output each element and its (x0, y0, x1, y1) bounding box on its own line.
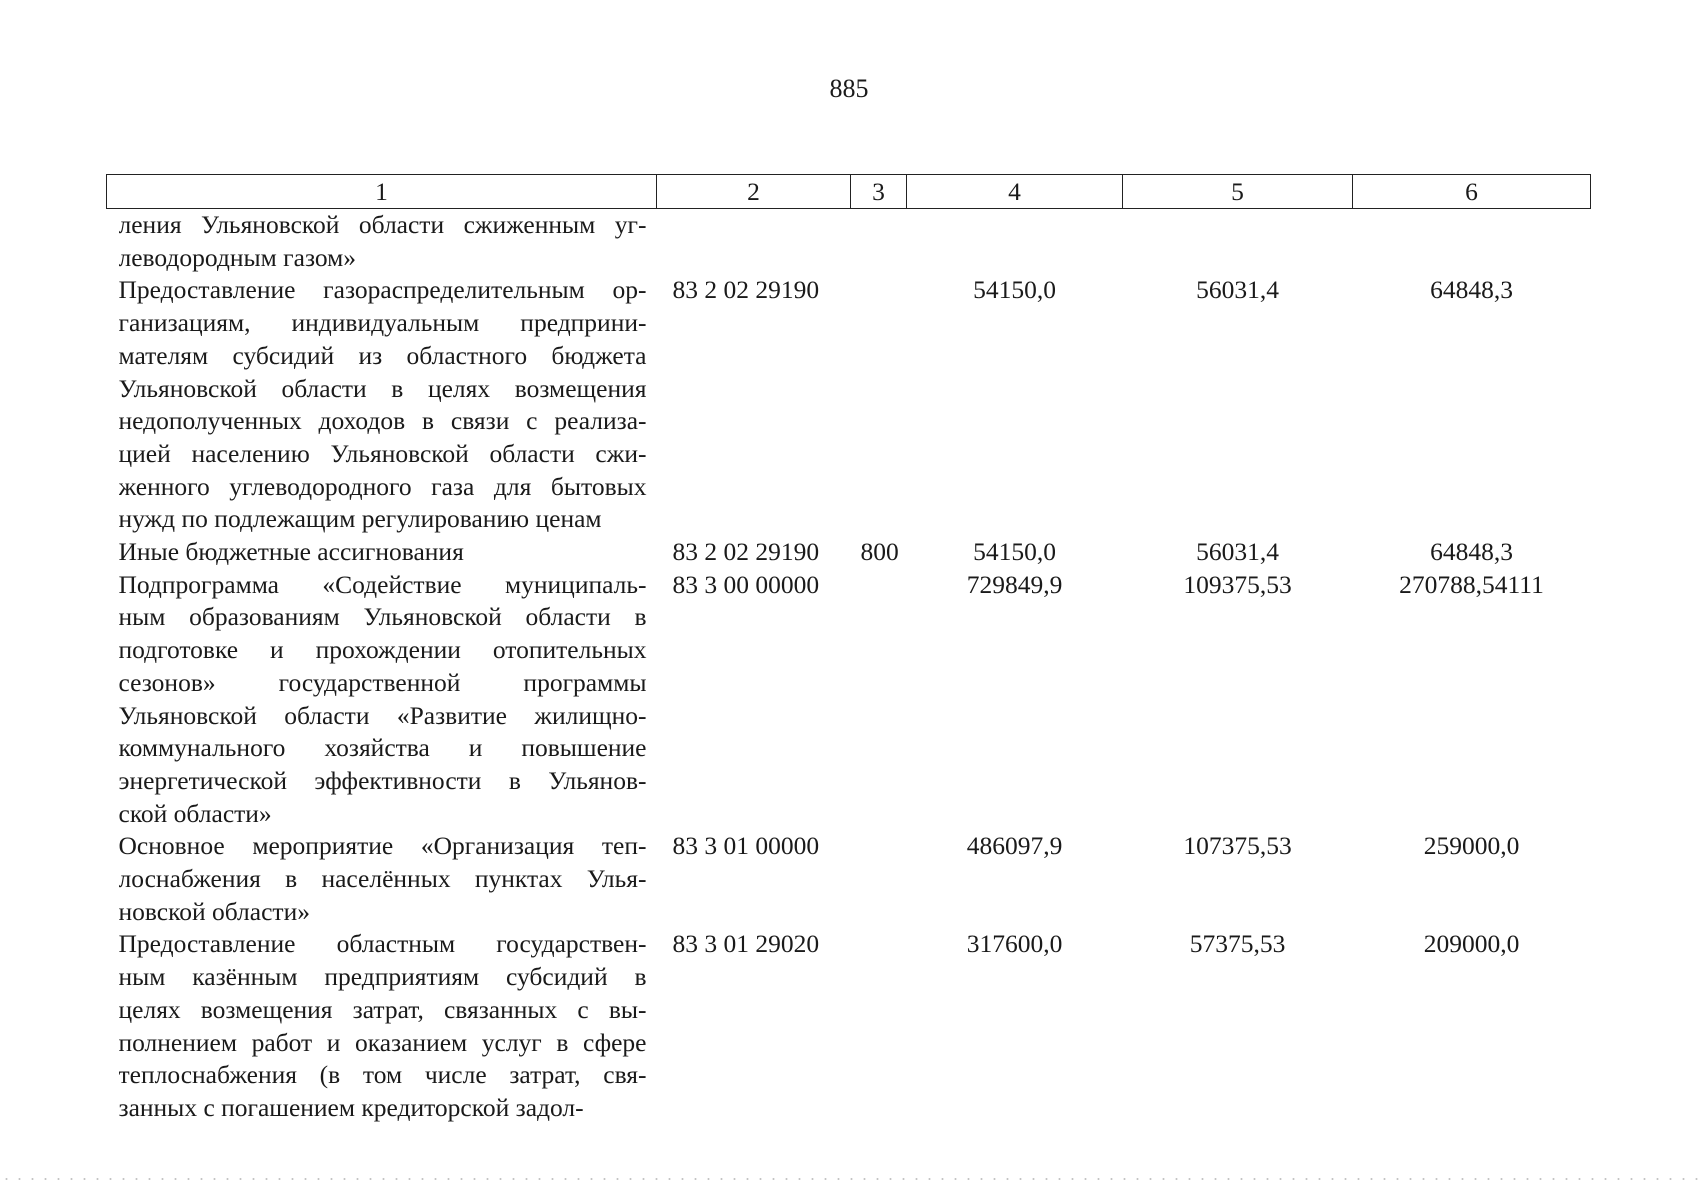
column-header-6: 6 (1353, 175, 1591, 209)
expense-group-cell: 800 (860, 537, 899, 567)
column-header-1: 1 (107, 175, 657, 209)
amount-col6-cell: 64848,3 (1430, 275, 1513, 305)
table-row (107, 209, 1591, 275)
target-code-cell: 83 2 02 29190 (672, 275, 820, 305)
expense-group-cell (851, 209, 907, 275)
amount-col4-cell: 54150,0 (973, 537, 1056, 567)
column-header-4: 4 (907, 175, 1123, 209)
scan-artifact-line (0, 1178, 1698, 1180)
amount-col5-cell: 57375,53 (1189, 929, 1286, 959)
table-row (107, 536, 1591, 569)
amount-col4-cell (907, 209, 1123, 275)
table-body (107, 209, 1591, 1125)
column-header-3: 3 (851, 175, 907, 209)
target-code-cell (657, 209, 851, 275)
amount-col6-cell: 209000,0 (1423, 929, 1520, 959)
target-code-cell: 83 3 00 00000 (672, 569, 820, 599)
amount-col5-cell: 56031,4 (1196, 275, 1279, 305)
expense-group-cell (851, 274, 907, 536)
amount-col4-cell: 54150,0 (973, 275, 1056, 305)
description-cell: Предоставление областным государствен- ным казённым предприятиям субсидий в целях возмещения затрат, связанных с вы- полнением работ и оказанием услуг в сфере теплоснабжения (в том числе затрат, свя- занных с погашением кредиторской задол- (118, 929, 647, 1122)
amount-col6-cell: 64848,3 (1430, 537, 1513, 567)
amount-col4-cell: 729849,9 (966, 569, 1063, 599)
expense-group-cell (851, 928, 907, 1124)
description-cell: Подпрограмма «Содействие муниципаль- ным образованиям Ульяновской области в подготовке и прохождении отопительных сезонов» государственной программы Ульяновской области «Развитие жилищно- коммунального хозяйства и повышение энергетической эффективности в Ульянов- ской области» (118, 569, 647, 828)
expense-group-cell (851, 569, 907, 831)
table-row (107, 830, 1591, 928)
amount-col6-cell: 259000,0 (1423, 831, 1520, 861)
column-header-5: 5 (1123, 175, 1353, 209)
amount-col5-cell (1123, 209, 1353, 275)
table-header (107, 175, 1591, 209)
description-cell: Основное мероприятие «Организация теп- лоснабжения в населённых пунктах Улья- новской области» (118, 831, 647, 926)
description-cell: Предоставление газораспределительным ор- ганизациям, индивидуальным предприни- мателям субсидий из областного бюджета Ульяновской области в целях возмещения недополученных доходов в связи с реализа- цией населению Ульяновской области сжи- женного углеводородного газа для бытовых нужд по подлежащим регулированию ценам (118, 275, 647, 534)
description-cell: Иные бюджетные ассигнования (118, 537, 464, 567)
table-row (107, 274, 1591, 536)
table-row (107, 928, 1591, 1124)
amount-col4-cell: 486097,9 (966, 831, 1063, 861)
amount-col6-cell: 270788,54111 (1399, 569, 1544, 599)
amount-col5-cell: 107375,53 (1183, 831, 1292, 861)
target-code-cell: 83 3 01 00000 (672, 831, 820, 861)
column-header-2: 2 (657, 175, 851, 209)
amount-col6-cell (1353, 209, 1591, 275)
amount-col5-cell: 56031,4 (1196, 537, 1279, 567)
budget-table (106, 174, 1591, 1125)
table-row (107, 569, 1591, 831)
header-row (107, 175, 1591, 209)
amount-col5-cell: 109375,53 (1183, 569, 1292, 599)
target-code-cell: 83 3 01 29020 (672, 929, 820, 959)
expense-group-cell (851, 830, 907, 928)
target-code-cell: 83 2 02 29190 (672, 537, 820, 567)
description-cell: ления Ульяновской области сжиженным уг- леводородным газом» (118, 210, 647, 272)
amount-col4-cell: 317600,0 (966, 929, 1063, 959)
page-number: 885 (829, 74, 869, 103)
